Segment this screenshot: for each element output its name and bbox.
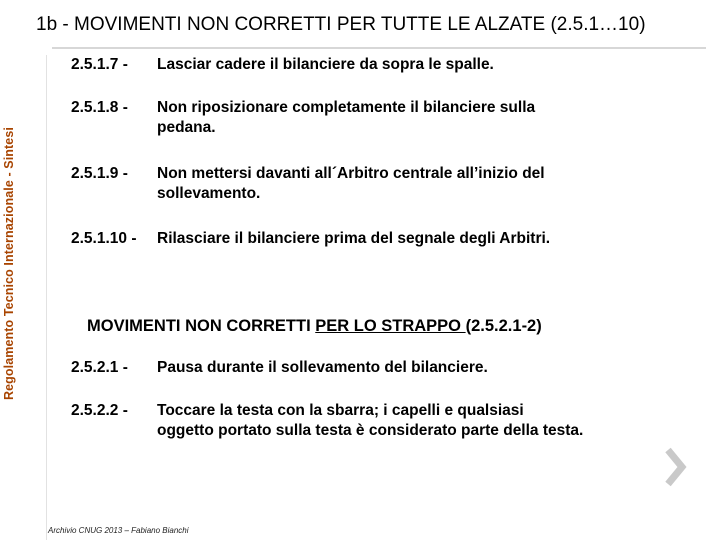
slide-title: 1b - MOVIMENTI NON CORRETTI PER TUTTE LE ALZATE (2.5.1…10) [36,14,646,35]
rule-text-continued: oggetto portato sulla testa è considerato parte della testa. [157,422,584,439]
rule-number: 2.5.1.10 - [71,230,137,247]
rule-number: 2.5.1.8 - [71,99,128,116]
side-label: Regolamento Tecnico Internazionale - Sintesi [2,127,16,400]
section-heading-snatch [87,317,542,336]
side-divider [46,55,47,540]
chevron-right-icon[interactable] [660,445,690,489]
rule-number: 2.5.2.1 - [71,359,128,376]
title-divider [52,47,706,49]
heading-reference: (2.5.2.1-2) [465,317,542,335]
rule-number: 2.5.1.7 - [71,56,128,73]
rule-number: 2.5.1.9 - [71,165,128,182]
heading-text: MOVIMENTI NON CORRETTI [87,317,316,335]
rule-number: 2.5.2.2 - [71,402,128,419]
footer-credit: Archivio CNUG 2013 – Fabiano Bianchi [48,526,189,535]
rule-text: Rilasciare il bilanciere prima del segnale degli Arbitri. [157,230,551,247]
rule-text: Toccare la testa con la sbarra; i capelli e qualsiasi [157,402,524,419]
rule-text: Non mettersi davanti all´Arbitro centrale all’inizio del [157,165,545,182]
rule-text: Pausa durante il sollevamento del bilanciere. [157,359,488,376]
rule-text: Non riposizionare completamente il bilanciere sulla [157,99,536,116]
rule-text-continued: sollevamento. [157,185,261,202]
heading-underlined-text: PER LO STRAPPO [315,317,466,335]
rule-text: Lasciar cadere il bilanciere da sopra le spalle. [157,56,494,73]
rule-text-continued: pedana. [157,119,216,136]
